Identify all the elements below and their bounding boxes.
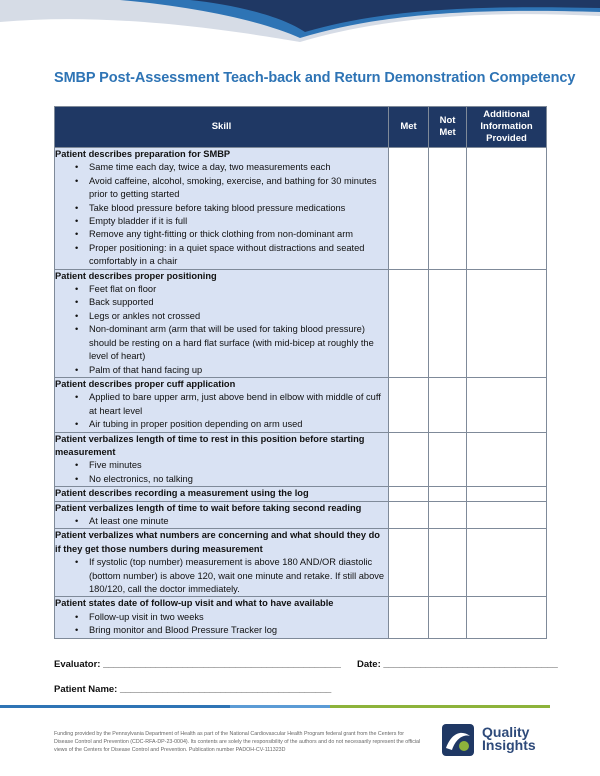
skill-title: Patient verbalizes length of time to rest in this position before starting measurement [55, 433, 365, 457]
patient-name-field[interactable]: Patient Name: ________________________________________ [54, 684, 332, 695]
evaluator-field[interactable]: Evaluator: _____________________________________________ [54, 659, 341, 670]
table-row [55, 269, 547, 377]
not-met-cell[interactable] [429, 487, 467, 501]
skill-cell [55, 377, 389, 432]
met-cell[interactable] [389, 269, 429, 377]
date-field[interactable]: Date: _________________________________ [357, 659, 558, 670]
logo-text-line2: Insights [482, 737, 536, 753]
skill-bullets [55, 515, 388, 528]
not-met-cell[interactable] [429, 377, 467, 432]
skill-bullets [55, 556, 388, 596]
competency-table [54, 106, 547, 639]
header-skill: Skill [55, 107, 389, 148]
not-met-cell[interactable] [429, 269, 467, 377]
list-item: • Empty bladder if it is full [89, 215, 388, 228]
additional-info-cell[interactable] [467, 432, 547, 487]
skill-cell [55, 148, 389, 270]
additional-info-cell[interactable] [467, 148, 547, 270]
additional-info-cell[interactable] [467, 501, 547, 529]
met-cell[interactable] [389, 148, 429, 270]
list-item: • Avoid caffeine, alcohol, smoking, exercise, and bathing for 30 minutes prior to getting started [89, 175, 388, 202]
list-item: • Proper positioning: in a quiet space without distractions and seated comfortably in a chair [89, 242, 388, 269]
met-cell[interactable] [389, 487, 429, 501]
page-title: SMBP Post-Assessment Teach-back and Return Demonstration Competency [54, 70, 576, 86]
skill-cell [55, 432, 389, 487]
met-cell[interactable] [389, 432, 429, 487]
met-cell[interactable] [389, 501, 429, 529]
skill-cell [55, 501, 389, 529]
logo-text-line1: Quality [482, 724, 530, 740]
table-row [55, 529, 547, 597]
logo-mark-icon [440, 722, 476, 758]
list-item: • Remove any tight-fitting or thick clothing from non-dominant arm [89, 228, 388, 241]
list-item: • Feet flat on floor [89, 283, 388, 296]
skill-cell [55, 269, 389, 377]
skill-bullets [55, 283, 388, 377]
list-item: • Legs or ankles not crossed [89, 310, 388, 323]
list-item: • Take blood pressure before taking blood pressure medications [89, 202, 388, 215]
table-row [55, 432, 547, 487]
not-met-cell[interactable] [429, 597, 467, 638]
skill-title: Patient describes proper cuff application [55, 378, 236, 389]
not-met-cell[interactable] [429, 501, 467, 529]
list-item: • Back supported [89, 296, 388, 309]
table-row [55, 501, 547, 529]
additional-info-cell[interactable] [467, 377, 547, 432]
table-row [55, 377, 547, 432]
list-item: • Palm of that hand facing up [89, 364, 388, 377]
table-row [55, 487, 547, 501]
list-item: • Bring monitor and Blood Pressure Tracker log [89, 624, 388, 637]
list-item: • Follow-up visit in two weeks [89, 611, 388, 624]
list-item: • Same time each day, twice a day, two measurements each [89, 161, 388, 174]
list-item: • Five minutes [89, 459, 388, 472]
footer-divider [0, 705, 600, 710]
skill-title: Patient verbalizes length of time to wait before taking second reading [55, 502, 362, 513]
met-cell[interactable] [389, 377, 429, 432]
header-not-met: Not Met [429, 107, 467, 148]
skill-bullets [55, 459, 388, 486]
table-row [55, 597, 547, 638]
skill-cell [55, 529, 389, 597]
list-item: • No electronics, no talking [89, 473, 388, 486]
additional-info-cell[interactable] [467, 597, 547, 638]
list-item: • At least one minute [89, 515, 388, 528]
skill-title: Patient describes recording a measurement using the log [55, 488, 309, 499]
skill-bullets [55, 611, 388, 638]
header-met: Met [389, 107, 429, 148]
additional-info-cell[interactable] [467, 487, 547, 501]
not-met-cell[interactable] [429, 529, 467, 597]
list-item: • If systolic (top number) measurement is above 180 AND/OR diastolic (bottom number) is above 120, wait one minute and retake. If still above 180/120, call the doctor immediately. [89, 556, 388, 596]
skill-title: Patient describes proper positioning [55, 270, 217, 281]
additional-info-cell[interactable] [467, 269, 547, 377]
additional-info-cell[interactable] [467, 529, 547, 597]
list-item: • Non-dominant arm (arm that will be used for taking blood pressure) should be resting on a hard flat surface (with mid-bicep at roughly the level of heart) [89, 323, 388, 363]
funding-statement: Funding provided by the Pennsylvania Department of Health as part of the National Cardiovascular Health Program federal grant from the Centers for Disease Control and Prevention (CDC-RFA-DP-23-0004). Its contents are solely the responsibility of the authors and do not necessarily represent the official views of the Centers for Disease Control and Prevention. Publication number PADOH-CV-111323D [54, 731, 421, 753]
list-item: • Applied to bare upper arm, just above bend in elbow with middle of cuff at heart level [89, 391, 388, 418]
skill-cell [55, 487, 389, 501]
top-banner [0, 0, 600, 50]
table-row [55, 148, 547, 270]
met-cell[interactable] [389, 597, 429, 638]
skill-cell [55, 597, 389, 638]
header-additional-info: Additional Information Provided [467, 107, 547, 148]
table-header-row [55, 107, 547, 148]
skill-title: Patient describes preparation for SMBP [55, 149, 231, 159]
met-cell[interactable] [389, 529, 429, 597]
skill-bullets [55, 161, 388, 268]
not-met-cell[interactable] [429, 432, 467, 487]
skill-bullets [55, 391, 388, 431]
quality-insights-logo [440, 720, 550, 760]
skill-title: Patient verbalizes what numbers are concerning and what should they do if they get those numbers during measurement [55, 530, 380, 554]
skill-title: Patient states date of follow-up visit and what to have available [55, 598, 334, 609]
not-met-cell[interactable] [429, 148, 467, 270]
list-item: • Air tubing in proper position depending on arm used [89, 418, 388, 431]
